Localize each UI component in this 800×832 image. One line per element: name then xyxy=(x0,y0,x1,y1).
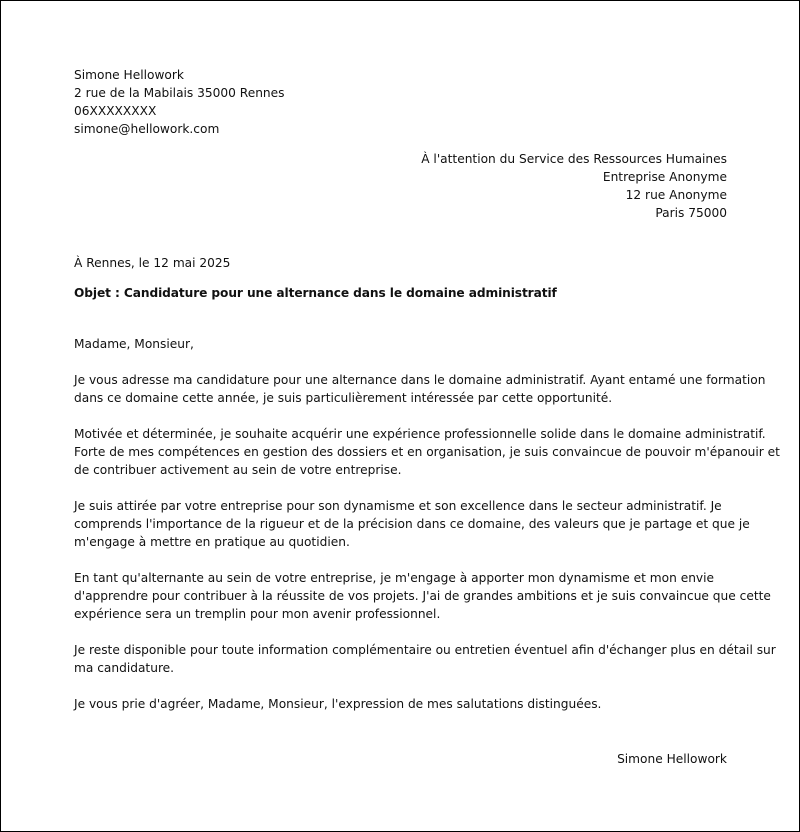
paragraph-line: Je vous prie d'agréer, Madame, Monsieur, l'expression de mes salutations distinguées. xyxy=(74,697,602,711)
paragraph-line: Motivée et déterminée, je souhaite acquérir une expérience professionnelle solide dans le domaine administratif. xyxy=(74,427,766,441)
recipient-street: 12 rue Anonyme xyxy=(625,188,727,202)
paragraph-availability xyxy=(74,641,776,677)
paragraph-line: Je reste disponible pour toute information complémentaire ou entretien éventuel afin d'échanger plus en détail sur xyxy=(74,643,776,657)
sender-phone: 06XXXXXXXX xyxy=(74,104,157,118)
paragraph-company xyxy=(74,497,750,551)
sender-block xyxy=(74,66,285,138)
letter-date: À Rennes, le 12 mai 2025 xyxy=(74,256,231,270)
paragraph-line: dans ce domaine cette année, je suis particulièrement intéressée par cette opportunité. xyxy=(74,391,613,405)
paragraph-commitment xyxy=(74,569,771,623)
sender-address: 2 rue de la Mabilais 35000 Rennes xyxy=(74,86,285,100)
paragraph-intro xyxy=(74,371,766,407)
paragraph-motivation xyxy=(74,425,780,479)
paragraph-line: Je vous adresse ma candidature pour une alternance dans le domaine administratif. Ayant entamé une formation xyxy=(74,373,766,387)
paragraph-line: expérience sera un tremplin pour mon avenir professionnel. xyxy=(74,607,441,621)
recipient-attention: À l'attention du Service des Ressources Humaines xyxy=(421,152,727,166)
letter-subject: Objet : Candidature pour une alternance dans le domaine administratif xyxy=(74,286,557,300)
paragraph-closing xyxy=(74,695,730,713)
paragraph-line: ma candidature. xyxy=(74,661,175,675)
paragraph-line: de contribuer activement au sein de votre entreprise. xyxy=(74,463,402,477)
recipient-city: Paris 75000 xyxy=(655,206,727,220)
paragraph-line: En tant qu'alternante au sein de votre entreprise, je m'engage à apporter mon dynamisme et mon envie xyxy=(74,571,715,585)
paragraph-line: m'engage à mettre en pratique au quotidien. xyxy=(74,535,350,549)
sender-email: simone@hellowork.com xyxy=(74,122,220,136)
salutation: Madame, Monsieur, xyxy=(74,337,194,351)
recipient-company: Entreprise Anonyme xyxy=(602,170,727,184)
letter-body xyxy=(74,335,780,731)
signature: Simone Hellowork xyxy=(617,752,727,766)
paragraph-line: Forte de mes compétences en gestion des dossiers et en organisation, je suis convaincue de pouvoir m'épanouir et xyxy=(74,445,780,459)
sender-name: Simone Hellowork xyxy=(74,68,184,82)
recipient-block xyxy=(421,150,727,222)
paragraph-line: d'apprendre pour contribuer à la réussite de vos projets. J'ai de grandes ambitions et je suis convaincue que cette xyxy=(74,589,771,603)
paragraph-line: Je suis attirée par votre entreprise pour son dynamisme et son excellence dans le secteur administratif. Je xyxy=(74,499,722,513)
paragraph-line: comprends l'importance de la rigueur et de la précision dans ce domaine, des valeurs que je partage et que je xyxy=(74,517,750,531)
